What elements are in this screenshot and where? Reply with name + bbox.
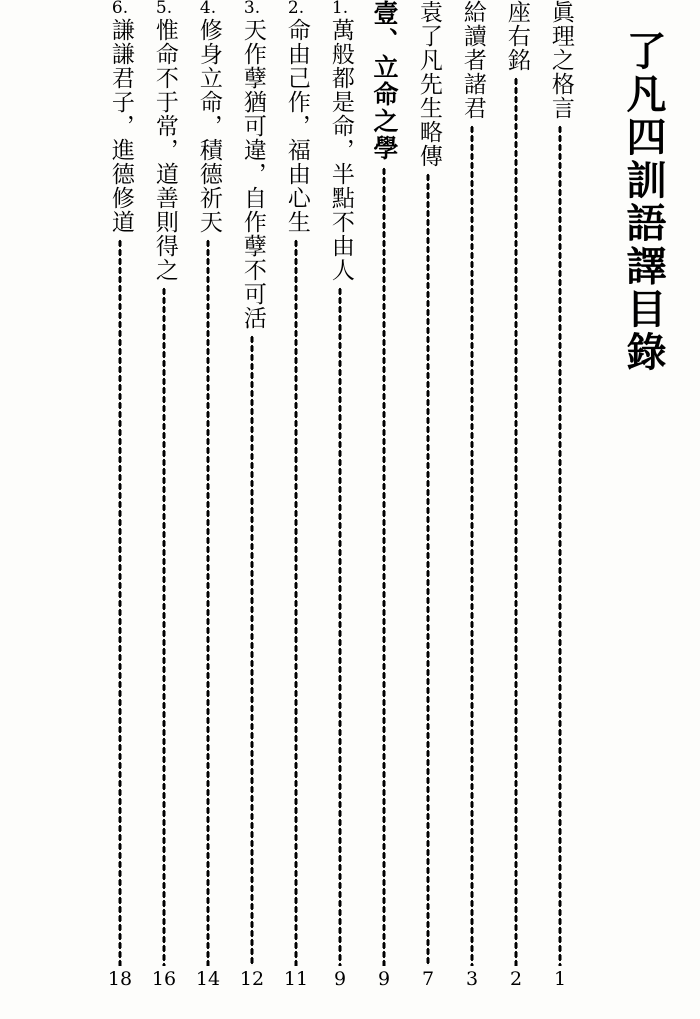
toc-entry-page: 14: [195, 968, 221, 990]
leader-dots: [338, 287, 342, 966]
toc-entry-label: 座右銘: [503, 0, 530, 72]
toc-entry-page: 7: [421, 968, 435, 990]
toc-section-heading[interactable]: [362, 0, 406, 1019]
toc-entry[interactable]: [406, 0, 450, 1019]
toc-entry-label: 修身立命，積德祈天: [195, 18, 222, 234]
toc-entry-column: [494, 0, 538, 1019]
leader-dots: [206, 239, 210, 966]
toc-entry-page: 11: [283, 968, 309, 990]
toc-entry[interactable]: [494, 0, 538, 1019]
toc-entry-column: [538, 0, 582, 1019]
toc-entry-number: 1.: [331, 0, 349, 18]
leader-dots: [514, 77, 518, 966]
toc-entry-number: 6.: [111, 0, 129, 18]
toc-entry-label: 謙謙君子，進德修道: [107, 18, 134, 234]
leader-dots: [162, 287, 166, 966]
toc-entry-label: 眞理之格言: [547, 0, 574, 120]
toc-entry-column: [274, 0, 318, 1019]
leader-dots: [426, 173, 430, 966]
leader-dots: [250, 335, 254, 966]
leader-dots: [558, 125, 562, 966]
toc-entry-page: 16: [151, 968, 177, 990]
toc-entry[interactable]: [230, 0, 274, 1019]
toc-entry-column: [98, 0, 142, 1019]
toc-entry[interactable]: [450, 0, 494, 1019]
toc-entry-column: [186, 0, 230, 1019]
page-title: 了凡四訓語譯目錄: [620, 30, 666, 374]
leader-dots: [382, 167, 386, 966]
toc-entry[interactable]: [142, 0, 186, 1019]
toc-entry[interactable]: [318, 0, 362, 1019]
toc-entry-page: 1: [553, 968, 567, 990]
toc-entry-label: 惟命不于常，道善則得之: [151, 18, 178, 282]
toc-entry-page: 18: [107, 968, 133, 990]
toc-entry-label: 袁了凡先生略傳: [415, 0, 442, 168]
toc-entry-label: 天作孽猶可違，自作孽不可活: [239, 18, 266, 330]
toc-entry-page: 9: [333, 968, 347, 990]
toc-entry-page: 3: [465, 968, 479, 990]
toc-entry-column: [450, 0, 494, 1019]
toc-entry[interactable]: [274, 0, 318, 1019]
toc-entry-label: 命由己作，福由心生: [283, 18, 310, 234]
toc-entry[interactable]: [186, 0, 230, 1019]
toc-section-label: 壹、立命之學: [370, 0, 399, 162]
toc-entry-label: 給讀者諸君: [459, 0, 486, 120]
toc-entry-label: 萬般都是命，半點不由人: [327, 18, 354, 282]
leader-dots: [470, 125, 474, 966]
toc-entry-column: [406, 0, 450, 1019]
toc-entry-column: [230, 0, 274, 1019]
leader-dots: [118, 239, 122, 966]
toc-entry-number: 4.: [199, 0, 217, 18]
toc-entry-number: 3.: [243, 0, 261, 18]
toc-entry-column: [318, 0, 362, 1019]
toc-entry-column: [362, 0, 406, 1019]
toc-entry[interactable]: [98, 0, 142, 1019]
toc-entry-number: 5.: [155, 0, 173, 18]
toc-entry-column: [142, 0, 186, 1019]
toc-entry-page: 12: [239, 968, 265, 990]
leader-dots: [294, 239, 298, 966]
toc-entry-page: 2: [509, 968, 523, 990]
toc-entry-page: 9: [377, 968, 391, 990]
toc-entry-number: 2.: [287, 0, 305, 18]
toc-entry[interactable]: [538, 0, 582, 1019]
